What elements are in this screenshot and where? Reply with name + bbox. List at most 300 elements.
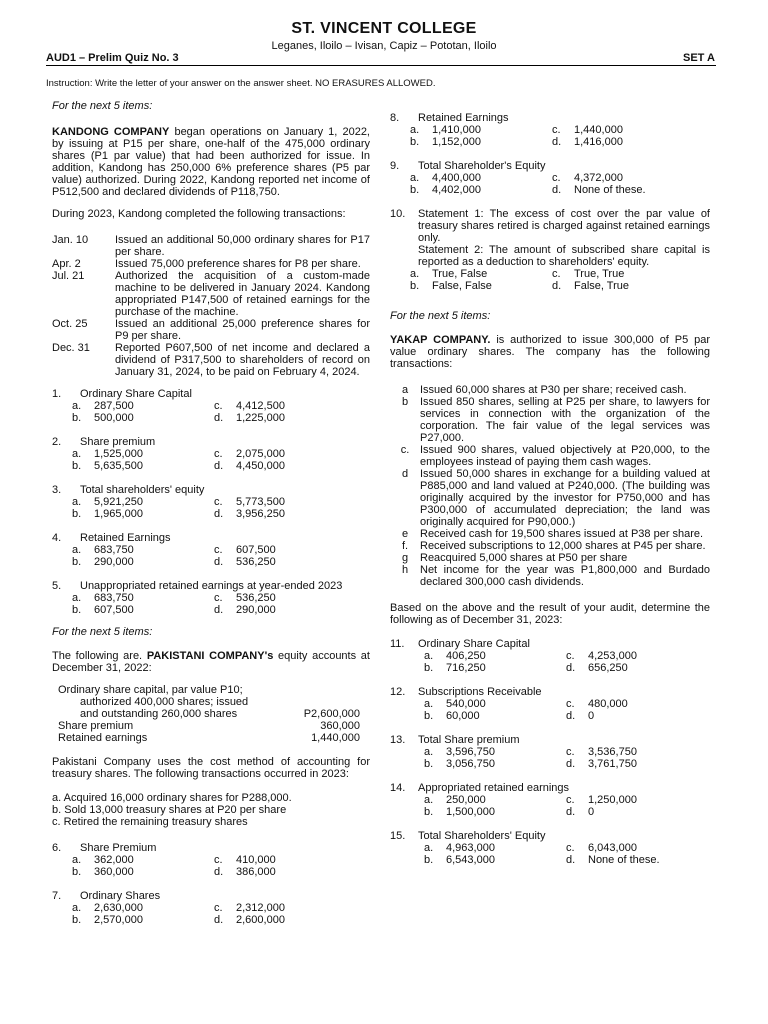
option-value: 250,000	[446, 794, 486, 806]
question-stem-row	[390, 734, 710, 746]
transaction-text: Reacquired 5,000 shares at P50 per share	[420, 552, 628, 564]
option-value: True, True	[574, 268, 625, 280]
equity-account-label: Retained earnings	[58, 732, 148, 744]
option-letter: d.	[214, 460, 224, 472]
option-letter: c.	[214, 496, 223, 508]
question-item	[390, 830, 710, 866]
question-item	[52, 436, 370, 472]
pakistani-company-name: PAKISTANI COMPANY's	[146, 650, 274, 662]
transaction-text: Issued 900 shares, valued objectively at P20,000, to the employees instead of paying them cash wages.	[420, 444, 710, 468]
option-value: 5,773,500	[236, 496, 285, 508]
option-value: 716,250	[446, 662, 486, 674]
option-value: 290,000	[94, 556, 134, 568]
question-number: 10.	[390, 208, 406, 220]
question-stem-row	[52, 842, 370, 854]
question-number: 9.	[390, 160, 400, 172]
answer-options	[390, 698, 710, 722]
kandong-company-name: KANDONG COMPANY	[52, 126, 170, 138]
option-letter: a.	[72, 496, 82, 508]
equity-account-value	[294, 696, 360, 708]
question-item	[390, 686, 710, 722]
kandong-transactions-intro: During 2023, Kandong completed the following transactions:	[52, 208, 346, 220]
question-stem-row	[52, 532, 370, 544]
option-letter: a.	[410, 268, 420, 280]
yakap-transactions	[390, 384, 710, 588]
option-value: 0	[588, 806, 595, 818]
equity-account-value: 1,440,000	[311, 732, 360, 744]
option-value: 1,525,000	[94, 448, 143, 460]
question-stem-row	[52, 890, 370, 902]
option-letter: c.	[566, 794, 575, 806]
answer-options	[52, 854, 370, 878]
treasury-transaction: c. Retired the remaining treasury shares	[52, 816, 248, 828]
answer-options	[390, 842, 710, 866]
option-letter: a.	[72, 592, 82, 604]
option-letter: d.	[566, 710, 576, 722]
option-value: 683,750	[94, 592, 134, 604]
transaction-letter: b	[401, 396, 409, 408]
transaction-text: Issued an additional 50,000 ordinary shares for P17 per share.	[115, 234, 370, 258]
quiz-title: AUD1 – Prelim Quiz No. 3	[46, 52, 179, 64]
transaction-date: Jul. 21	[52, 270, 85, 282]
question-stem-row	[52, 580, 370, 592]
option-letter: b.	[424, 710, 434, 722]
question-stem-text: Share Premium	[80, 842, 157, 854]
transaction-text: Received cash for 19,500 shares issued at P38 per share.	[420, 528, 704, 540]
option-value: False, True	[574, 280, 630, 292]
question-item	[52, 484, 370, 520]
answer-options	[52, 592, 370, 616]
transaction-letter: c.	[400, 444, 410, 456]
question-stem-text: Total Shareholder's Equity	[418, 160, 546, 172]
answer-options	[52, 496, 370, 520]
pakistani-transactions	[52, 792, 370, 828]
section-intro-pakistani: For the next 5 items:	[52, 626, 153, 638]
answer-options	[52, 448, 370, 472]
question-spacer	[390, 770, 710, 782]
option-letter: d.	[566, 758, 576, 770]
question-item	[52, 388, 370, 424]
equity-account-label: and outstanding 260,000 shares	[80, 708, 238, 720]
option-letter: b.	[424, 758, 434, 770]
answer-options	[52, 902, 370, 926]
question-stem	[80, 484, 370, 496]
option-letter: d.	[552, 280, 562, 292]
option-value: 1,250,000	[588, 794, 637, 806]
question-stem-text: Total Share premium	[418, 734, 520, 746]
question-stem	[418, 208, 710, 268]
question-spacer	[52, 568, 370, 580]
option-value: 60,000	[446, 710, 480, 722]
option-letter: c.	[214, 544, 223, 556]
question-stem	[418, 734, 710, 746]
transaction-text: Reported P607,500 of net income and declared a dividend of P317,500 to shareholders of record on January 31, 2024, to be paid on February 4, 2024.	[115, 342, 370, 378]
question-item	[390, 638, 710, 674]
question-item	[52, 580, 370, 616]
answer-options	[390, 746, 710, 770]
option-letter: b.	[72, 914, 82, 926]
option-value: None of these.	[588, 854, 660, 866]
option-value: 536,250	[236, 556, 276, 568]
option-value: 2,630,000	[94, 902, 143, 914]
option-letter: a.	[72, 854, 82, 866]
question-stem-text: Ordinary Share Capital	[80, 388, 192, 400]
transaction-date: Apr. 2	[52, 258, 81, 270]
header-divider	[46, 65, 716, 66]
question-number: 7.	[52, 890, 62, 902]
option-value: 1,225,000	[236, 412, 285, 424]
question-number: 6.	[52, 842, 62, 854]
option-value: 3,761,750	[588, 758, 637, 770]
transaction-row	[52, 318, 370, 342]
transaction-text: Issued an additional 25,000 preference shares for P9 per share.	[115, 318, 370, 342]
transaction-text: Issued 50,000 shares in exchange for a building valued at P885,000 and land valued at P240,000. (The building was originally acquired by the investor for P750,000 and has P300,000 of accumulated depreciation; the land was originally acquired for P90,000.)	[420, 468, 710, 528]
equity-account-label: Share premium	[58, 720, 134, 732]
option-value: 4,402,000	[432, 184, 481, 196]
option-letter: a.	[424, 698, 434, 710]
option-letter: d.	[214, 914, 224, 926]
question-spacer	[52, 520, 370, 532]
pakistani-paragraph	[52, 650, 370, 674]
question-stem-row	[390, 160, 710, 172]
option-value: 4,253,000	[588, 650, 637, 662]
option-letter: a.	[424, 746, 434, 758]
equity-accounts-table	[52, 684, 360, 744]
pakistani-intro-tail: equity accounts at December 31, 2022:	[52, 650, 370, 674]
option-value: 2,600,000	[236, 914, 285, 926]
answer-options	[390, 172, 710, 196]
option-value: 2,075,000	[236, 448, 285, 460]
option-value: 607,500	[94, 604, 134, 616]
question-stem-text: Retained Earnings	[418, 112, 509, 124]
question-item	[390, 112, 710, 148]
yakap-transaction-row	[390, 540, 710, 552]
option-value: 5,635,500	[94, 460, 143, 472]
option-value: 1,965,000	[94, 508, 143, 520]
option-letter: b.	[72, 460, 82, 472]
option-value: 5,921,250	[94, 496, 143, 508]
pakistani-intro-text: The following are.	[52, 650, 147, 662]
question-stem-row	[390, 208, 710, 268]
option-letter: b.	[72, 604, 82, 616]
question-item	[390, 734, 710, 770]
transaction-text: Issued 75,000 preference shares for P8 per share.	[115, 258, 361, 270]
option-value: 6,043,000	[588, 842, 637, 854]
transaction-text: Authorized the acquisition of a custom-made machine to be delivered in January 2024. Kandong appropriated P147,500 of retained earnings for the purchase of the machine.	[115, 270, 370, 318]
transaction-letter: d	[401, 468, 409, 480]
option-value: 362,000	[94, 854, 134, 866]
option-letter: d.	[214, 412, 224, 424]
option-value: 410,000	[236, 854, 276, 866]
option-value: None of these.	[574, 184, 646, 196]
option-value: 480,000	[588, 698, 628, 710]
transaction-row	[52, 342, 370, 378]
equity-account-value	[294, 684, 360, 696]
yakap-transaction-row	[390, 444, 710, 468]
question-item	[52, 890, 370, 926]
option-value: 2,570,000	[94, 914, 143, 926]
option-value: 1,410,000	[432, 124, 481, 136]
question-stem-row	[52, 484, 370, 496]
question-number: 8.	[390, 112, 400, 124]
question-stem-text: Share premium	[80, 436, 156, 448]
option-letter: b.	[424, 854, 434, 866]
question-spacer	[390, 148, 710, 160]
option-value: 2,312,000	[236, 902, 285, 914]
question-stem-text: Appropriated retained earnings	[418, 782, 570, 794]
question-item	[52, 532, 370, 568]
question-stem-text: Subscriptions Receivable	[418, 686, 542, 698]
option-letter: a.	[72, 400, 82, 412]
question-number: 15.	[390, 830, 406, 842]
question-spacer	[390, 722, 710, 734]
pakistani-method-paragraph: Pakistani Company uses the cost method of accounting for treasury shares. The following transactions occurred in 2023:	[52, 756, 370, 780]
answer-options	[390, 794, 710, 818]
question-stem	[80, 436, 370, 448]
yakap-transaction-row	[390, 564, 710, 588]
question-stem-text: Retained Earnings	[80, 532, 171, 544]
question-spacer	[52, 472, 370, 484]
section-intro-kandong: For the next 5 items:	[52, 100, 153, 112]
question-number: 3.	[52, 484, 62, 496]
question-stem-row	[390, 112, 710, 124]
transaction-text: Issued 60,000 shares at P30 per share; received cash.	[420, 384, 687, 396]
option-value: 1,440,000	[574, 124, 623, 136]
campus-list: Leganes, Iloilo – Ivisan, Capiz – Pototan, Iloilo	[271, 40, 497, 52]
yakap-description: is authorized to issue 300,000 of P5 par value ordinary shares. The company has the following transactions:	[390, 334, 710, 370]
kandong-description: began operations on January 1, 2022, by issuing at P15 per share, one-half of the 475,000 ordinary shares (P1 par value) that had been authorized for issue. In addition, Kandong has 250,000 6% preference shares (P5 par value) authorized. During 2022, Kandong reported net income of P512,500 and declared dividends of P118,750.	[52, 126, 370, 198]
kandong-transactions	[52, 234, 370, 378]
option-value: 4,450,000	[236, 460, 285, 472]
transaction-letter: a	[401, 384, 409, 396]
option-letter: a.	[72, 448, 82, 460]
treasury-transaction: b. Sold 13,000 treasury shares at P20 per share	[52, 804, 287, 816]
questions-11-15	[390, 638, 710, 866]
transaction-date: Dec. 31	[52, 342, 90, 354]
option-letter: b.	[410, 136, 420, 148]
question-number: 4.	[52, 532, 62, 544]
equity-account-value: P2,600,000	[303, 708, 360, 720]
option-value: 4,412,500	[236, 400, 285, 412]
option-letter: b.	[72, 866, 82, 878]
transaction-text: Net income for the year was P1,800,000 and Burdado declared 300,000 cash dividends.	[420, 564, 710, 588]
yakap-transaction-row	[390, 468, 710, 528]
question-spacer	[52, 878, 370, 890]
transaction-text: Received subscriptions to 12,000 shares at P45 per share.	[420, 540, 706, 552]
equity-account-label: authorized 400,000 shares; issued	[80, 696, 249, 708]
question-stem-row	[390, 830, 710, 842]
transaction-letter: f.	[401, 540, 409, 552]
option-value: 536,250	[236, 592, 276, 604]
option-value: 0	[588, 710, 595, 722]
question-stem-row	[390, 686, 710, 698]
option-letter: a.	[424, 842, 434, 854]
quiz-set-label: SET A	[683, 52, 715, 64]
answer-options	[52, 544, 370, 568]
option-letter: c.	[566, 746, 575, 758]
option-letter: c.	[552, 124, 561, 136]
option-value: 540,000	[446, 698, 486, 710]
option-letter: c.	[214, 854, 223, 866]
transaction-row	[52, 270, 370, 318]
transaction-letter: e	[401, 528, 409, 540]
option-letter: b.	[72, 508, 82, 520]
question-number: 14.	[390, 782, 406, 794]
question-stem-row	[52, 436, 370, 448]
questions-1-5	[52, 388, 370, 616]
yakap-transaction-row	[390, 528, 710, 540]
option-value: 607,500	[236, 544, 276, 556]
option-value: 386,000	[236, 866, 276, 878]
option-value: 3,956,250	[236, 508, 285, 520]
answer-options	[390, 124, 710, 148]
school-name: ST. VINCENT COLLEGE	[291, 20, 477, 37]
left-column	[52, 100, 370, 926]
question-spacer	[52, 424, 370, 436]
question-stem	[418, 830, 710, 842]
option-value: 656,250	[588, 662, 628, 674]
question-stem-text: Ordinary Share Capital	[418, 638, 530, 650]
question-item	[390, 208, 710, 292]
answer-options	[390, 650, 710, 674]
question-stem-row	[390, 782, 710, 794]
equity-account-label: Ordinary share capital, par value P10;	[58, 684, 243, 696]
question-stem-row	[52, 388, 370, 400]
equity-account-value: 360,000	[320, 720, 360, 732]
question-stem	[418, 782, 710, 794]
question-stem	[80, 580, 370, 592]
yakap-transaction-row	[390, 384, 710, 396]
option-letter: a.	[410, 172, 420, 184]
question-number: 5.	[52, 580, 62, 592]
questions-8-10	[390, 112, 710, 292]
option-letter: b.	[424, 806, 434, 818]
question-stem	[80, 890, 370, 902]
question-stem-text: Unappropriated retained earnings at year-ended 2023	[80, 580, 343, 592]
option-value: 6,543,000	[446, 854, 495, 866]
yakap-determine-paragraph: Based on the above and the result of your audit, determine the following as of December 31, 2023:	[390, 602, 710, 626]
question-number: 11.	[390, 638, 405, 650]
question-item	[390, 782, 710, 818]
question-stem	[80, 388, 370, 400]
question-stem	[80, 842, 370, 854]
transaction-date: Jan. 10	[52, 234, 89, 246]
option-letter: d.	[566, 662, 576, 674]
question-number: 12.	[390, 686, 406, 698]
question-stem-text-2: Statement 2: The amount of subscribed share capital is reported as a deduction to shareholders' equity.	[418, 244, 710, 268]
option-value: 1,500,000	[446, 806, 495, 818]
yakap-company-name: YAKAP COMPANY.	[390, 334, 491, 346]
option-letter: c.	[566, 650, 575, 662]
question-stem	[418, 160, 710, 172]
yakap-transaction-row	[390, 396, 710, 444]
option-letter: d.	[214, 866, 224, 878]
option-letter: d.	[214, 556, 224, 568]
option-value: True, False	[432, 268, 488, 280]
option-letter: a.	[72, 544, 82, 556]
option-value: 1,416,000	[574, 136, 623, 148]
transaction-letter: h	[401, 564, 409, 576]
question-stem-text: Statement 1: The excess of cost over the par value of treasury shares retired is charged against retained earnings only.	[418, 208, 710, 244]
option-letter: c.	[214, 448, 223, 460]
option-letter: c.	[552, 268, 561, 280]
option-value: 4,372,000	[574, 172, 623, 184]
option-letter: c.	[566, 842, 575, 854]
option-letter: a.	[410, 124, 420, 136]
treasury-transaction: a. Acquired 16,000 ordinary shares for P288,000.	[52, 792, 292, 804]
option-letter: a.	[424, 650, 434, 662]
yakap-transaction-row	[390, 552, 710, 564]
section-intro-yakap: For the next 5 items:	[390, 310, 491, 322]
question-spacer	[390, 818, 710, 830]
transaction-date: Oct. 25	[52, 318, 88, 330]
option-value: 360,000	[94, 866, 134, 878]
transaction-row	[52, 258, 370, 270]
option-letter: c.	[214, 400, 223, 412]
option-value: 287,500	[94, 400, 134, 412]
option-letter: b.	[410, 280, 420, 292]
question-stem	[418, 638, 710, 650]
option-letter: b.	[410, 184, 420, 196]
answer-options	[390, 268, 710, 292]
question-number: 2.	[52, 436, 62, 448]
option-letter: d.	[214, 508, 224, 520]
transaction-text: Issued 850 shares, selling at P25 per share, to lawyers for services in connection with the organization of the corporation. The fair value of the legal services was P27,000.	[420, 396, 710, 444]
option-letter: d.	[566, 806, 576, 818]
option-letter: a.	[424, 794, 434, 806]
questions-6-7	[52, 842, 370, 926]
question-stem	[418, 686, 710, 698]
option-value: 3,596,750	[446, 746, 495, 758]
question-stem-text: Total Shareholders' Equity	[418, 830, 546, 842]
option-letter: d.	[214, 604, 224, 616]
question-stem-text: Ordinary Shares	[80, 890, 161, 902]
option-value: 290,000	[236, 604, 276, 616]
question-number: 1.	[52, 388, 62, 400]
question-item	[52, 842, 370, 878]
right-column	[390, 112, 710, 866]
option-letter: d.	[552, 136, 562, 148]
option-value: 3,536,750	[588, 746, 637, 758]
option-letter: b.	[424, 662, 434, 674]
option-letter: d.	[552, 184, 562, 196]
question-stem-row	[390, 638, 710, 650]
question-spacer	[390, 196, 710, 208]
option-value: 500,000	[94, 412, 134, 424]
option-value: 3,056,750	[446, 758, 495, 770]
question-stem	[418, 112, 710, 124]
option-letter: a.	[72, 902, 82, 914]
option-letter: c.	[214, 592, 223, 604]
option-letter: c.	[214, 902, 223, 914]
option-value: 4,963,000	[446, 842, 495, 854]
option-letter: b.	[72, 412, 82, 424]
instruction-text: Instruction: Write the letter of your answer on the answer sheet. NO ERASURES ALLOWED.	[46, 78, 436, 89]
option-letter: b.	[72, 556, 82, 568]
option-letter: c.	[566, 698, 575, 710]
transaction-letter: g	[401, 552, 409, 564]
option-value: 406,250	[446, 650, 486, 662]
question-item	[390, 160, 710, 196]
option-letter: c.	[552, 172, 561, 184]
kandong-paragraph	[52, 126, 370, 198]
option-value: False, False	[432, 280, 492, 292]
option-value: 1,152,000	[432, 136, 481, 148]
question-stem	[80, 532, 370, 544]
transaction-row	[52, 234, 370, 258]
option-value: 4,400,000	[432, 172, 481, 184]
question-number: 13.	[390, 734, 406, 746]
